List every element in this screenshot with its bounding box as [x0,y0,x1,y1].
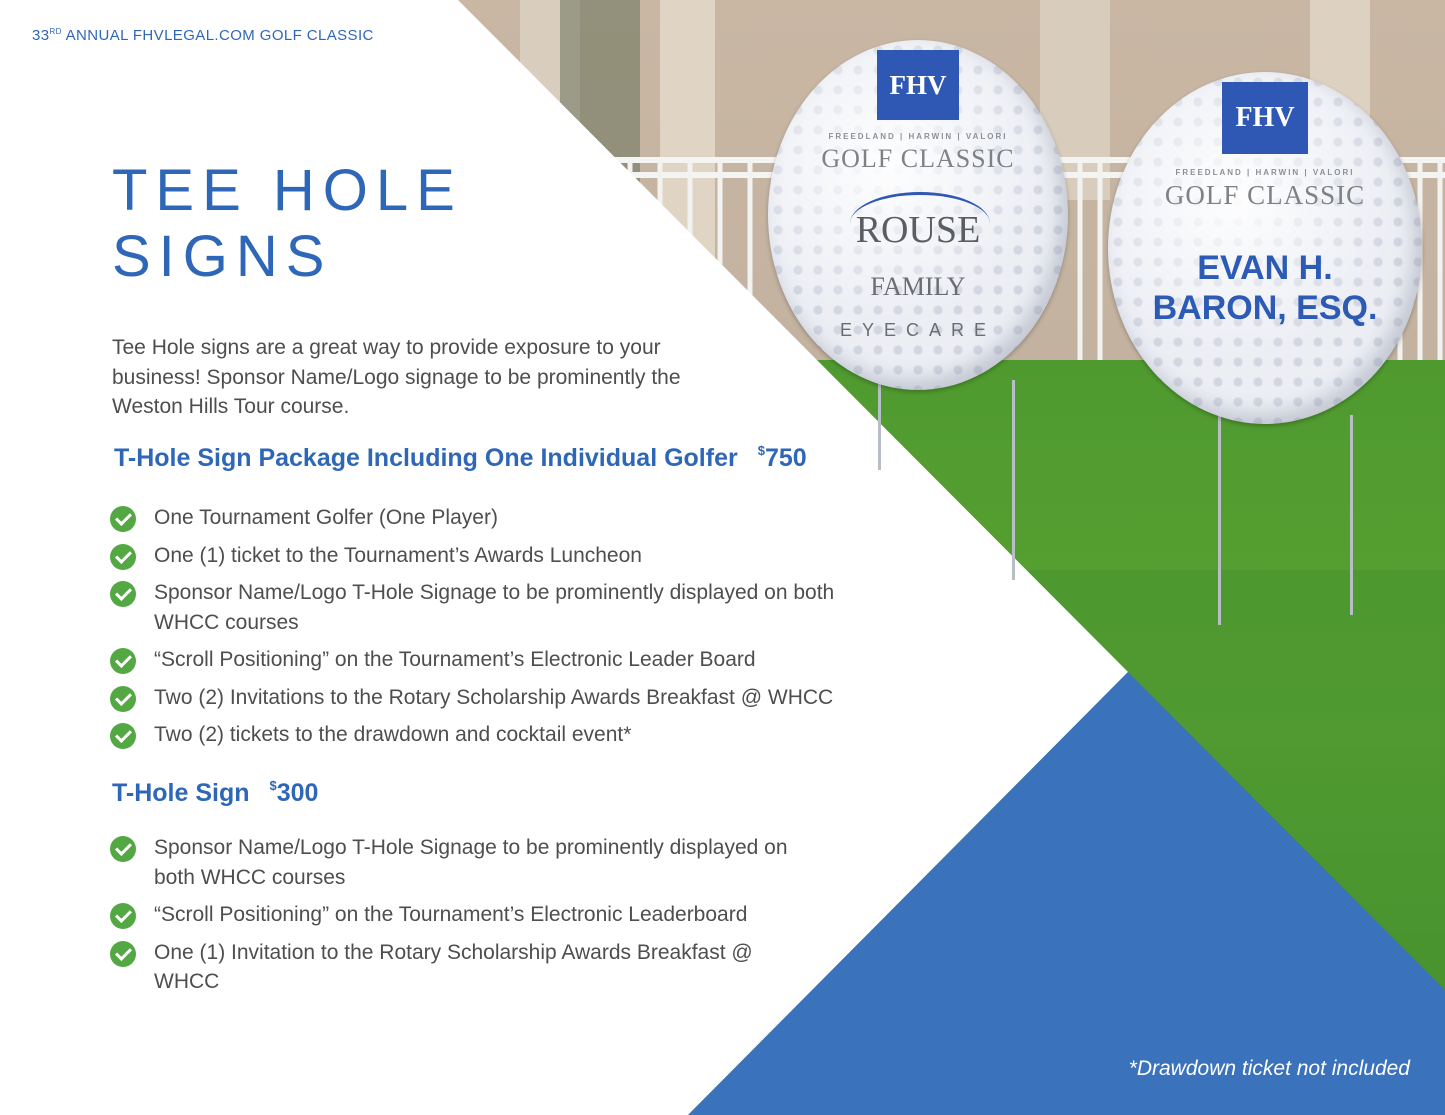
check-circle-icon [110,836,136,862]
sign-stake [1218,415,1221,625]
sign-stake [878,380,881,470]
sponsor-line: EYECARE [839,320,997,340]
benefit-item: Two (2) tickets to the drawdown and cocktail event* [110,720,890,750]
benefit-item: Two (2) Invitations to the Rotary Scholarship Awards Breakfast @ WHCC [110,683,890,713]
golf-ball-sign-rouse [768,40,1068,390]
sponsor-line: FAMILY [870,272,966,301]
fhv-logo: FHV [1222,82,1308,154]
title-line: SIGNS [112,224,333,289]
package-price: $750 [757,443,807,472]
intro-paragraph: Tee Hole signs are a great way to provide exposure to your business! Sponsor Name/Logo signage to be prominently the Weston Hills Tour course. [112,336,681,418]
benefit-item: One Tournament Golfer (One Player) [110,503,890,533]
check-circle-icon [110,581,136,607]
package-heading [114,443,807,473]
footnote: *Drawdown ticket not included [1128,1057,1410,1080]
sponsor-line: BARON, ESQ. [1152,289,1378,327]
event-header [32,27,374,44]
package-benefits-list [110,503,890,758]
check-circle-icon [110,723,136,749]
package-heading [112,778,318,808]
benefit-item: One (1) ticket to the Tournament’s Awards Luncheon [110,541,890,571]
benefit-item: “Scroll Positioning” on the Tournament’s Electronic Leader Board [110,645,890,675]
benefit-item: Sponsor Name/Logo T-Hole Signage to be prominently displayed on both WHCC courses [110,833,790,892]
sign-event-text: GOLF CLASSIC [1164,180,1366,210]
package-name: T-Hole Sign Package Including One Individual Golfer [114,444,738,472]
sign-event-text: GOLF CLASSIC [821,144,1015,173]
edition-number: 33 [32,27,50,44]
benefit-item: Sponsor Name/Logo T-Hole Signage to be prominently displayed on both WHCC courses [110,578,890,637]
benefit-item: One (1) Invitation to the Rotary Scholarship Awards Breakfast @ WHCC [110,938,790,997]
edition-suffix: RD [49,27,62,36]
event-name: ANNUAL FHVLEGAL.COM GOLF CLASSIC [65,27,374,44]
check-circle-icon [110,544,136,570]
fhv-logo: FHV [877,50,959,120]
package-price: $300 [269,778,319,807]
benefit-item: “Scroll Positioning” on the Tournament’s Electronic Leaderboard [110,900,790,930]
package-name: T-Hole Sign [112,779,250,807]
sign-stake [1350,415,1353,615]
check-circle-icon [110,648,136,674]
check-circle-icon [110,941,136,967]
check-circle-icon [110,506,136,532]
sponsor-line: ROUSE [855,209,981,251]
check-circle-icon [110,903,136,929]
logo-subtitle: FREEDLAND | HARWIN | VALORI [828,132,1008,141]
sponsor-name [1108,248,1422,328]
sponsor-line: EVAN H. [1197,249,1333,287]
title-line: TEE HOLE [112,158,463,223]
sign-stake [1012,380,1015,580]
check-circle-icon [110,686,136,712]
package-benefits-list [110,833,790,1005]
golf-ball-sign-baron [1108,72,1422,424]
page-title [112,158,463,290]
logo-subtitle: FREEDLAND | HARWIN | VALORI [1175,168,1355,177]
